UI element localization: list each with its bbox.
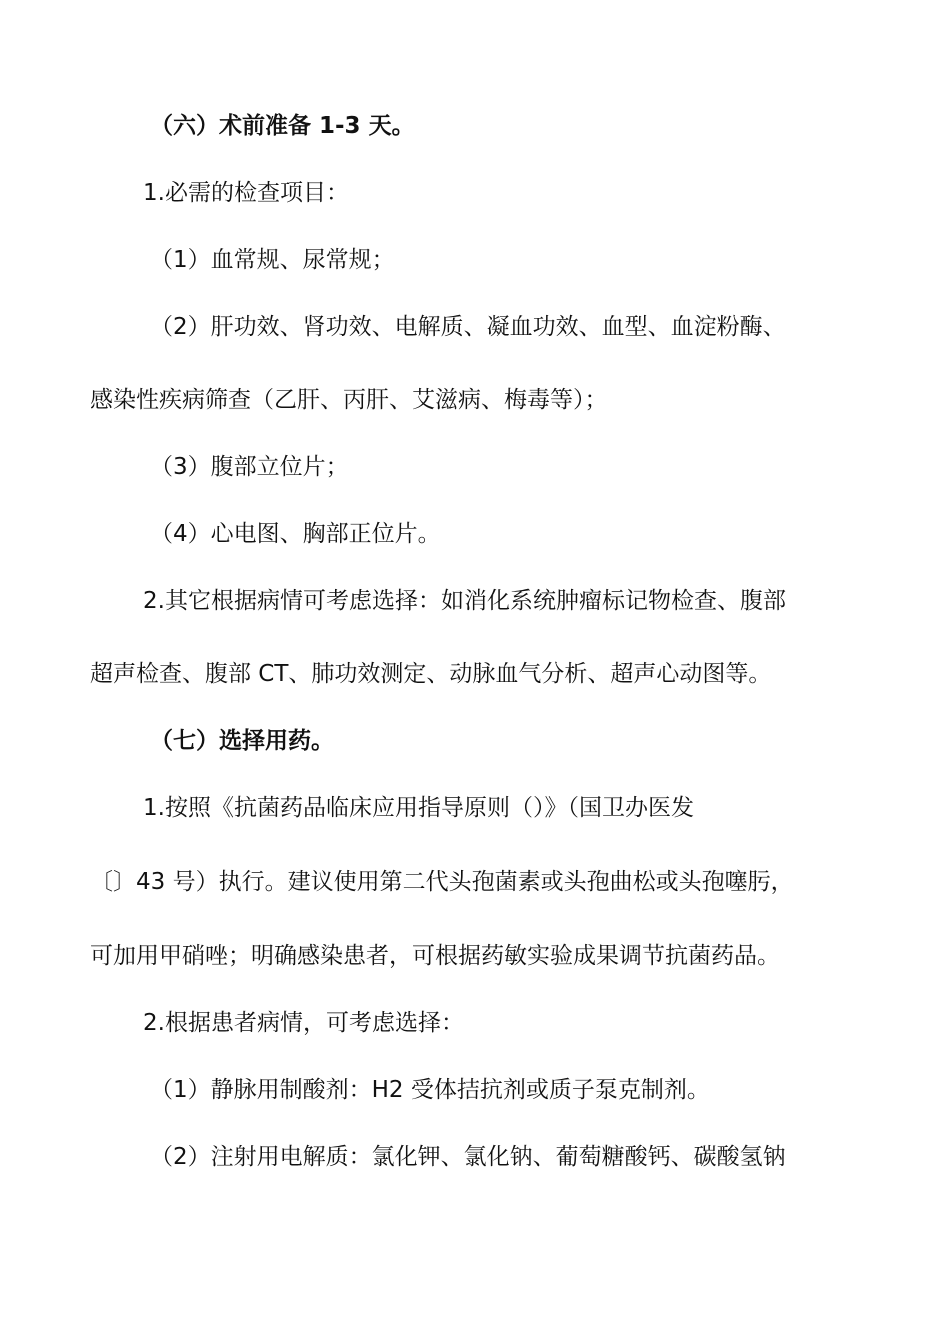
subitem-infection-screening: 感染性疾病筛查（乙肝、丙肝、艾滋病、梅毒等）； (90, 387, 608, 413)
subitem-electrolytes: （2）注射用电解质：氯化钾、氯化钠、葡萄糖酸钙、碳酸氢钠 (150, 1144, 786, 1170)
item-optional-drugs: 2.根据患者病情，可考虑选择： (143, 1010, 464, 1036)
section-heading-preop-prep: （六）术前准备 1-3 天。 (150, 113, 415, 139)
subitem-ecg-chest-film: （4）心电图、胸部正位片。 (150, 521, 441, 547)
item-antibiotic-guideline-cont2: 可加用甲硝唑；明确感染患者，可根据药敏实验成果调节抗菌药品。 (90, 943, 780, 969)
item-optional-exams: 2.其它根据病情可考虑选择：如消化系统肿瘤标记物检查、腹部 (143, 588, 786, 614)
item-antibiotic-guideline-cont: 〔〕43 号）执行。建议使用第二代头孢菌素或头孢曲松或头孢噻肟， (90, 869, 794, 895)
item-optional-exams-cont: 超声检查、腹部 CT、肺功效测定、动脉血气分析、超声心动图等。 (90, 661, 772, 687)
item-antibiotic-guideline: 1.按照《抗菌药品临床应用指导原则（）》（国卫办医发 (143, 795, 694, 821)
subitem-iv-antacid: （1）静脉用制酸剂：H2 受体拮抗剂或质子泵克制剂。 (150, 1077, 710, 1103)
subitem-blood-urine-routine: （1）血常规、尿常规； (150, 247, 395, 273)
subitem-liver-kidney-function: （2）肝功效、肾功效、电解质、凝血功效、血型、血淀粉酶、 (150, 314, 786, 340)
section-heading-medication: （七）选择用药。 (150, 728, 334, 754)
subitem-abdominal-xray: （3）腹部立位片； (150, 454, 349, 480)
item-required-exams: 1.必需的检查项目： (143, 180, 349, 206)
